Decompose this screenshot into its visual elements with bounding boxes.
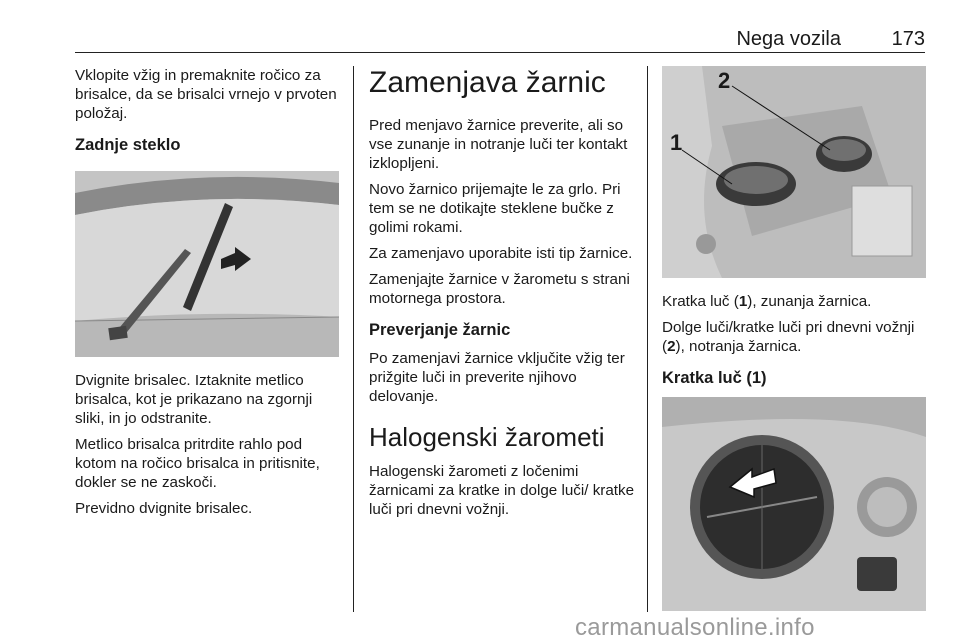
paragraph: Halogenski žarometi z ločenimi žarnicami za kratke in dolge luči/ kratke luči pri dnevni vožnji. <box>369 463 635 518</box>
page-number: 173 <box>891 28 925 50</box>
heading-halogen-headlights: Halogenski žarometi <box>369 422 605 452</box>
watermark: carmanualsonline.info <box>575 614 815 641</box>
rear-wiper-illustration <box>75 171 339 357</box>
paragraph: Previdno dvignite brisalec. <box>75 500 253 517</box>
headlight-rear-illustration <box>662 66 926 278</box>
paragraph: Po zamenjavi žarnice vključite vžig ter prižgite luči in preverite njihovo delovanje. <box>369 350 625 405</box>
heading-bulb-check: Preverjanje žarnic <box>369 321 511 339</box>
heading-low-beam: Kratka luč (1) <box>662 369 767 387</box>
paragraph: Zamenjajte žarnice v žarometu s strani motornega prostora. <box>369 271 630 307</box>
column-divider <box>353 66 354 612</box>
paragraph: Kratka luč (1), zunanja žarnica. <box>662 293 872 310</box>
paragraph: Novo žarnico prijemajte le za grlo. Pri tem se ne dotikajte steklene bučke z golimi rokami. <box>369 181 621 236</box>
column-right <box>662 66 928 611</box>
paragraph: Dvignite brisalec. Iztaknite metlico brisalca, kot je prikazano na zgornji sliki, in jo odstranite. <box>75 372 313 427</box>
low-beam-cover-illustration <box>662 397 926 611</box>
paragraph: Za zamenjavo uporabite isti tip žarnice. <box>369 245 633 262</box>
column-left <box>75 66 341 525</box>
column-divider <box>647 66 648 612</box>
paragraph: Metlico brisalca pritrdite rahlo pod kotom na ročico brisalca in pritisnite, dokler se ne zaskoči. <box>75 436 320 491</box>
paragraph: Pred menjavo žarnice preverite, ali so vse zunanje in notranje luči ter kontakt izklopljeni. <box>369 117 628 172</box>
callout-label-2: 2 <box>718 68 731 93</box>
paragraph: Dolge luči/kratke luči pri dnevni vožnji (2), notranja žarnica. <box>662 319 915 355</box>
heading-bulb-replacement: Zamenjava žarnic <box>369 66 606 99</box>
paragraph: Vklopite vžig in premaknite ročico za brisalce, da se brisalci vrnejo v prvoten položaj. <box>75 67 337 122</box>
section-title: Nega vozila <box>736 28 841 50</box>
heading-rear-window: Zadnje steklo <box>75 136 181 154</box>
column-middle <box>369 66 635 526</box>
callout-label-1: 1 <box>670 130 683 155</box>
page-header <box>75 28 925 53</box>
